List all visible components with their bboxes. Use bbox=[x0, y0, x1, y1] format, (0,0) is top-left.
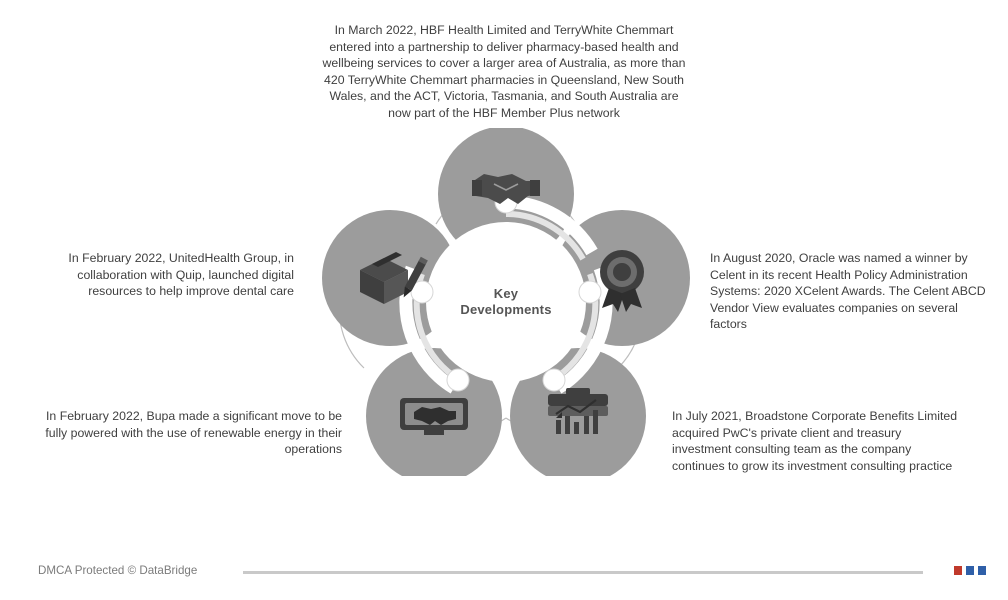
footer-copyright: DMCA Protected © DataBridge bbox=[38, 564, 198, 577]
callout-top-text: In March 2022, HBF Health Limited and TerryWhite Chemmart entered into a partnership to deliver pharmacy-based health and wellbeing services to cover a larger area of Australia, as more than 420 TerryWhite Chemmart pharmacies in Queensland, New South Wales, and the ACT, Victoria, Tasmania, and South Australia are now part of the HBF Member Plus network bbox=[322, 23, 686, 120]
node-bottom-left bbox=[447, 369, 469, 391]
logo-dot-red bbox=[954, 566, 962, 575]
callout-right-upper-text: In August 2020, Oracle was named a winner by Celent in its recent Health Policy Administration Systems: 2020 XCelent Awards. The Celent ABCD Vendor View evaluates companies on several factors bbox=[710, 251, 986, 332]
logo-dot-blue-1 bbox=[966, 566, 974, 575]
key-developments-diagram bbox=[318, 128, 694, 476]
footer-logo-dots bbox=[954, 566, 986, 575]
callout-left-lower-text: In February 2022, Bupa made a significant move to be fully powered with the use of renewable energy in their operations bbox=[45, 409, 342, 457]
center-label-line1: Key bbox=[493, 286, 519, 301]
callout-left-upper-text: In February 2022, UnitedHealth Group, in collaboration with Quip, launched digital resources to help improve dental care bbox=[68, 251, 294, 299]
node-right bbox=[579, 281, 601, 303]
diagram-center-label bbox=[436, 286, 576, 318]
node-bottom-right bbox=[543, 369, 565, 391]
footer bbox=[0, 546, 1008, 600]
callout-right-lower-text: In July 2021, Broadstone Corporate Benefits Limited acquired PwC's private client and treasury investment consulting team as the company continues to grow its investment consulting practice bbox=[672, 409, 958, 473]
center-label-line2: Developments bbox=[460, 302, 552, 317]
handshake-screen-icon bbox=[400, 398, 468, 435]
logo-dot-blue-2 bbox=[978, 566, 986, 575]
footer-divider bbox=[243, 571, 923, 574]
